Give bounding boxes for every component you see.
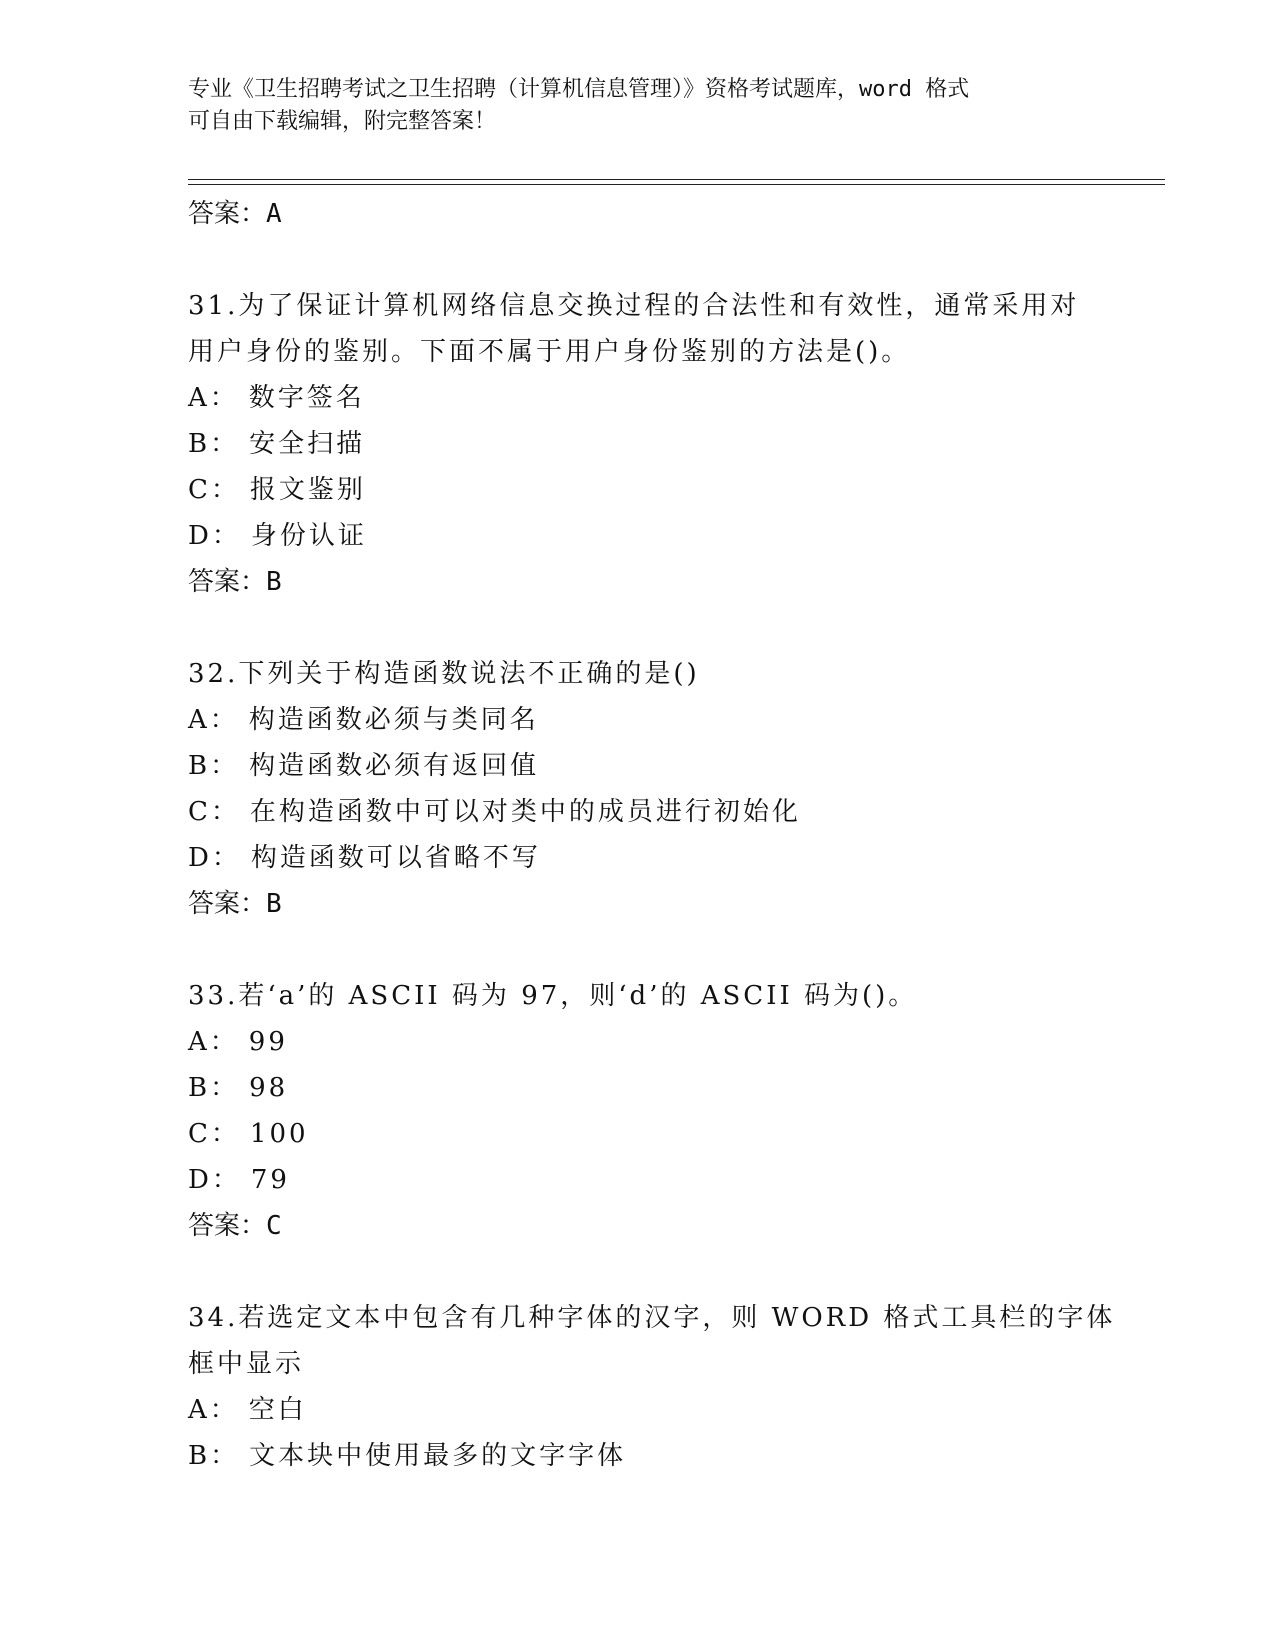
option-text: 空白: [248, 1395, 307, 1425]
option-text: 文本块中使用最多的文字字体: [249, 1441, 627, 1471]
option-key: C：: [188, 475, 240, 505]
option-b: [188, 1065, 1148, 1111]
option-key: D：: [188, 1165, 241, 1195]
option-key: A：: [188, 1027, 239, 1057]
answer-label: 答案：C: [188, 1211, 282, 1241]
option-key: B：: [188, 1073, 240, 1103]
option-c: [188, 467, 1148, 513]
header-line-1: 专业《卫生招聘考试之卫生招聘（计算机信息管理）》资格考试题库，word 格式: [188, 77, 970, 102]
option-text: 身份认证: [250, 521, 367, 551]
option-text: 100: [249, 1119, 309, 1149]
option-a: [188, 1387, 1148, 1433]
answer-label: 答案：B: [188, 567, 282, 597]
option-c: [188, 1111, 1148, 1157]
question-block: [188, 1295, 1148, 1479]
option-key: A：: [188, 1395, 239, 1425]
question-text: 框中显示: [188, 1349, 305, 1379]
question-block: [188, 973, 1148, 1295]
option-text: 数字签名: [248, 383, 365, 413]
question-text: 33.若‘a’的 ASCII 码为 97，则‘d’的 ASCII 码为()。: [188, 981, 918, 1011]
option-text: 构造函数必须与类同名: [248, 705, 539, 735]
option-d: [188, 835, 1148, 881]
option-text: 报文鉴别: [249, 475, 366, 505]
option-key: B：: [188, 429, 240, 459]
option-a: [188, 697, 1148, 743]
option-a: [188, 375, 1148, 421]
question-text: 用户身份的鉴别。下面不属于用户身份鉴别的方法是()。: [188, 337, 911, 367]
option-d: [188, 513, 1148, 559]
option-b: [188, 743, 1148, 789]
option-d: [188, 1157, 1148, 1203]
header-line-2: 可自由下载编辑，附完整答案！: [188, 109, 497, 134]
option-text: 构造函数可以省略不写: [250, 843, 541, 873]
header-divider-top: [188, 179, 1165, 180]
option-b: [188, 1433, 1148, 1479]
option-text: 安全扫描: [249, 429, 366, 459]
question-text: 31.为了保证计算机网络信息交换过程的合法性和有效性，通常采用对: [188, 291, 1080, 321]
option-key: C：: [188, 1119, 240, 1149]
option-b: [188, 421, 1148, 467]
option-key: A：: [188, 705, 239, 735]
option-c: [188, 789, 1148, 835]
option-text: 在构造函数中可以对类中的成员进行初始化: [249, 797, 801, 827]
question-text: 34.若选定文本中包含有几种字体的汉字，则 WORD 格式工具栏的字体: [188, 1303, 1116, 1333]
header-divider-bottom: [188, 184, 1165, 185]
option-text: 79: [250, 1165, 290, 1195]
spacer: [188, 1249, 1148, 1295]
option-text: 构造函数必须有返回值: [249, 751, 540, 781]
spacer: [188, 237, 1148, 283]
option-text: 99: [248, 1027, 288, 1057]
question-text: 32.下列关于构造函数说法不正确的是(): [188, 659, 700, 689]
option-key: B：: [188, 751, 240, 781]
question-list: [188, 191, 1148, 1479]
option-key: D：: [188, 843, 241, 873]
answer-label: 答案：A: [188, 199, 282, 229]
option-key: D：: [188, 521, 241, 551]
option-a: [188, 1019, 1148, 1065]
option-key: B：: [188, 1441, 240, 1471]
answer-label: 答案：B: [188, 889, 282, 919]
option-text: 98: [249, 1073, 289, 1103]
question-block: [188, 283, 1148, 651]
document-header: [188, 74, 1088, 138]
option-key: C：: [188, 797, 240, 827]
question-block: [188, 651, 1148, 973]
option-key: A：: [188, 383, 239, 413]
spacer: [188, 605, 1148, 651]
spacer: [188, 927, 1148, 973]
